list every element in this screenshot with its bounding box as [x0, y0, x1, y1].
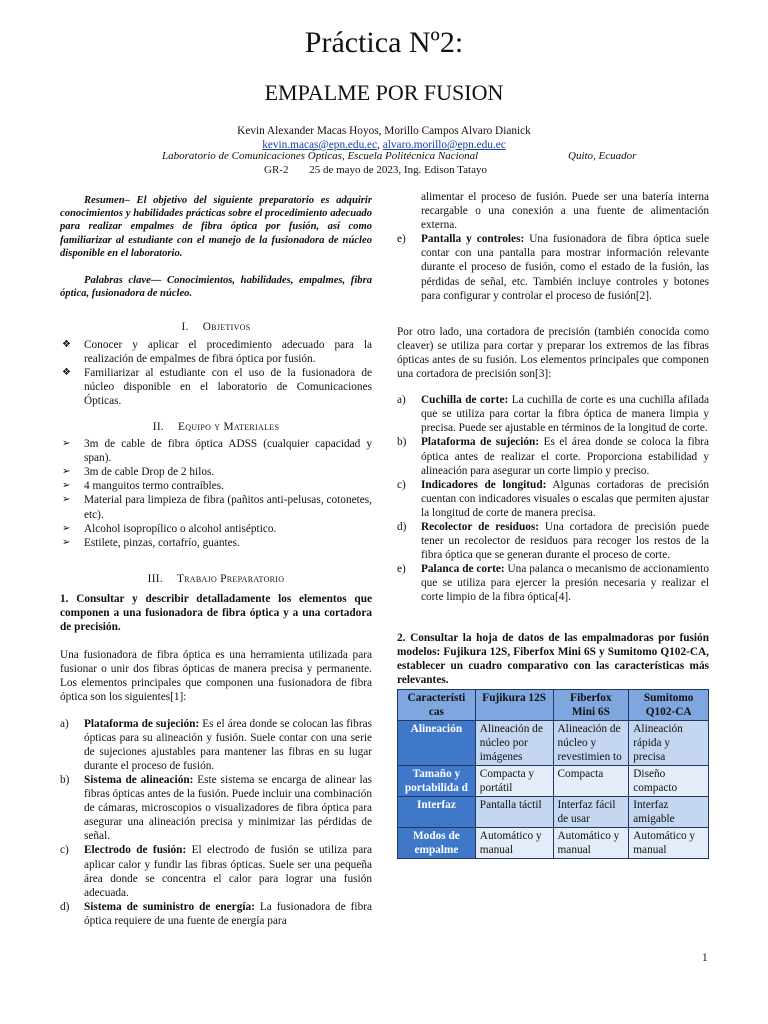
section-heading-equipo	[60, 420, 372, 434]
list-item: ➢ 3m de cable de fibra óptica ADSS (cualquier capacidad y span).	[62, 438, 372, 465]
table-row	[398, 827, 709, 858]
keywords: Palabras clave— Conocimientos, habilidades, empalmes, fibra óptica, fusionadora de núcleo.	[60, 275, 372, 300]
list-item: b) Plataforma de sujeción: Es el área donde se coloca la fibra óptica antes de realizar el corte. Proporciona estabilidad y alineación para asegurar un corte limpio y preciso.	[397, 436, 710, 477]
arrow-bullet-icon: ➢	[62, 480, 71, 492]
list-item: ➢ 4 manguitos termo contraíbles.	[62, 480, 224, 493]
arrow-bullet-icon: ➢	[62, 438, 71, 450]
arrow-bullet-icon: ➢	[62, 536, 71, 548]
table-header-cell: Fiberfox Mini 6S	[553, 689, 629, 720]
email-link-2[interactable]: alvaro.morillo@epn.edu.ec	[382, 139, 506, 151]
list-item: d) Recolector de residuos: Una cortadora de precisión puede tener un recolector de residuos para recoger los restos de la fibra óptica que se generan durante el proceso de corte.	[397, 520, 709, 562]
list-item: d) Sistema de suministro de energía: La fusionadora de fibra óptica requiere de una fuente de energía para	[60, 900, 372, 927]
table-header-row	[398, 689, 709, 720]
arrow-bullet-icon: ➢	[62, 522, 71, 534]
table-header-cell: Sumitomo Q102-CA	[629, 689, 709, 720]
table-cell: Diseño compacto	[629, 765, 709, 796]
question-2: 2. Consultar la hoja de datos de las empalmadoras por fusión modelos: Fujikura 12S, Fiberfox Mini 6S y Sumitomo Q102-CA, establecer un cuadro comparativo con las características más relevantes.	[397, 631, 709, 686]
table-row	[398, 765, 709, 796]
paragraph-fusionadora: Una fusionadora de fibra óptica es una herramienta utilizada para fusionar o unir dos fibras ópticas de manera precisa y permanente. Los elementos principales que componen una fusionadora de fibra óptica son los siguientes[1]:	[60, 649, 372, 704]
section-title: Equipo y Materiales	[178, 420, 280, 433]
group-date-line	[264, 164, 505, 176]
materials-list	[60, 437, 372, 550]
table-cell: Automático y manual	[553, 827, 629, 858]
list-item: a) Plataforma de sujeción: Es el área donde se colocan las fibras ópticas para su alineación y fusión. Suele contar con una serie de sujeciones ajustables para mantener las fibras en su lugar durante el proceso de fusión.	[60, 717, 373, 772]
section-title: Objetivos	[202, 321, 251, 334]
table-cell: Interfaz fácil de usar	[553, 796, 629, 827]
right-column	[397, 190, 709, 859]
comparison-table	[397, 689, 709, 859]
row-header-cell: Alineación	[398, 720, 476, 765]
affiliation-city: Quito, Ecuador	[568, 150, 637, 162]
row-header-cell: Modos de empalme	[398, 827, 476, 858]
table-header-cell: Característi cas	[398, 689, 476, 720]
table-cell: Automático y manual	[475, 827, 553, 858]
section-heading-trabajo	[60, 572, 372, 586]
affiliation-text: Laboratorio de Comunicaciones Ópticas, Escuela Politécnica Nacional	[162, 150, 479, 162]
list-item: e) Pantalla y controles: Una fusionadora de fibra óptica suele contar con una pantalla para mostrar información relevante durante el proceso de fusión, como el estado de la fusión, las pérdidas de señal, etc. También incluye controles y botones para configurar y controlar el proceso de fusión[2].	[397, 233, 709, 302]
table-cell: Interfaz amigable	[629, 796, 709, 827]
list-item: ➢ 3m de cable Drop de 2 hilos.	[62, 466, 215, 479]
author-block	[0, 124, 768, 152]
date-instructor: 25 de mayo de 2023, Ing. Edison Tatayo	[309, 164, 487, 176]
fusion-elements-list-continued	[397, 232, 709, 302]
objectives-list	[60, 338, 372, 408]
table-cell: Compacta	[553, 765, 629, 796]
page-number: 1	[702, 952, 708, 964]
row-header-cell: Tamaño y portabilida d	[398, 765, 476, 796]
list-item: b) Sistema de alineación: Este sistema se encarga de alinear las fibras ópticas antes de la fusión. Puede incluir una combinación de cámaras, microscopios o visualizadores de fibra óptica para asegurar una alineación precisa y minimizar las pérdidas de señal.	[60, 773, 372, 843]
diamond-bullet-icon: ❖	[62, 366, 71, 378]
list-item: ➢ Alcohol isopropílico o alcohol antiséptico.	[62, 522, 277, 535]
list-item: c) Electrodo de fusión: El electrodo de fusión se utiliza para aplicar calor y fundir las fibras ópticas. Suele ser una pequeña área donde se concentra el calor para lograr una fusión adecuada.	[60, 844, 373, 899]
cleaver-elements-list	[397, 393, 709, 604]
table-cell: Compacta y portátil	[475, 765, 553, 796]
list-item: c) Indicadores de longitud: Algunas cortadoras de precisión cuentan con indicadores visuales o escalas que permiten ajustar la longitud de corte de manera precisa.	[397, 478, 709, 519]
list-item: ➢ Estilete, pinzas, cortafrío, guantes.	[62, 536, 240, 549]
list-item: a) Cuchilla de corte: La cuchilla de corte es una cuchilla afilada que se utiliza para cortar la fibra óptica de manera limpia y precisa. Puede ser ajustable en términos de la longitud de corte.	[397, 394, 709, 435]
question-1: 1. Consultar y describir detalladamente los elementos que componen a una fusionadora de fibra óptica y a una cortadora de precisión.	[60, 592, 372, 634]
affiliation	[162, 150, 742, 162]
arrow-bullet-icon: ➢	[62, 494, 71, 506]
diamond-bullet-icon: ❖	[62, 338, 71, 350]
arrow-bullet-icon: ➢	[62, 466, 71, 478]
section-number: I.	[181, 321, 189, 334]
section-title: Trabajo Preparatorio	[176, 572, 285, 585]
paper-subtitle: EMPALME POR FUSION	[264, 80, 504, 105]
table-cell: Pantalla táctil	[475, 796, 553, 827]
list-item: ❖ Familiarizar al estudiante con el uso de la fusionadora de núcleo disponible en el laboratorio de Comunicaciones Ópticas.	[62, 366, 372, 407]
email-link-1[interactable]: kevin.macas@epn.edu.ec	[262, 139, 378, 151]
table-cell: Automático y manual	[629, 827, 709, 858]
section-heading-objetivos	[60, 320, 372, 334]
section-number: III.	[147, 572, 163, 585]
left-column	[60, 190, 372, 928]
group-label: GR-2	[264, 164, 289, 176]
table-cell: Alineación de núcleo y revestimien to	[553, 720, 629, 765]
fusion-elements-list	[60, 717, 372, 928]
table-row	[398, 720, 709, 765]
author-names: Kevin Alexander Macas Hoyos, Morillo Campos Alvaro Dianick	[237, 125, 531, 137]
table-header-cell: Fujikura 12S	[475, 689, 553, 720]
list-item: ❖ Conocer y aplicar el procedimiento adecuado para la realización de empalmes de fibra óptica por fusión.	[62, 338, 372, 365]
section-number: II.	[152, 420, 165, 433]
list-item: e) Palanca de corte: Una palanca o mecanismo de accionamiento que se utiliza para ejercer la presión necesaria y realizar el corte limpio de la fibra óptica[4].	[397, 563, 709, 604]
row-header-cell: Interfaz	[398, 796, 476, 827]
table-cell: Alineación rápida y precisa	[629, 720, 709, 765]
abstract: Resumen– El objetivo del siguiente preparatorio es adquirir conocimientos y habilidades prácticas sobre el procedimiento adecuado para realizar empalmes de fibra óptica por fusión, así como familiarizar al estudiante con el manejo de la fusionadora de núcleo disponible en el laboratorio.	[60, 195, 372, 259]
table-cell: Alineación de núcleo por imágenes	[475, 720, 553, 765]
fusion-item-d-continued: alimentar el proceso de fusión. Puede ser una batería interna recargable o una conexión a una fuente de alimentación externa.	[421, 191, 709, 232]
list-item: ➢ Material para limpieza de fibra (pañitos anti-pelusas, cotonetes, etc).	[62, 494, 372, 521]
email-separator: ,	[377, 139, 380, 151]
paper-title: Práctica Nº2:	[304, 26, 464, 59]
paragraph-cortadora: Por otro lado, una cortadora de precisión (también conocida como cleaver) se utiliza para cortar y preparar los extremos de las fibras ópticas antes de su fusión. Los elementos principales que componen una cortadora de precisión son[3]:	[397, 325, 709, 381]
table-row	[398, 796, 709, 827]
